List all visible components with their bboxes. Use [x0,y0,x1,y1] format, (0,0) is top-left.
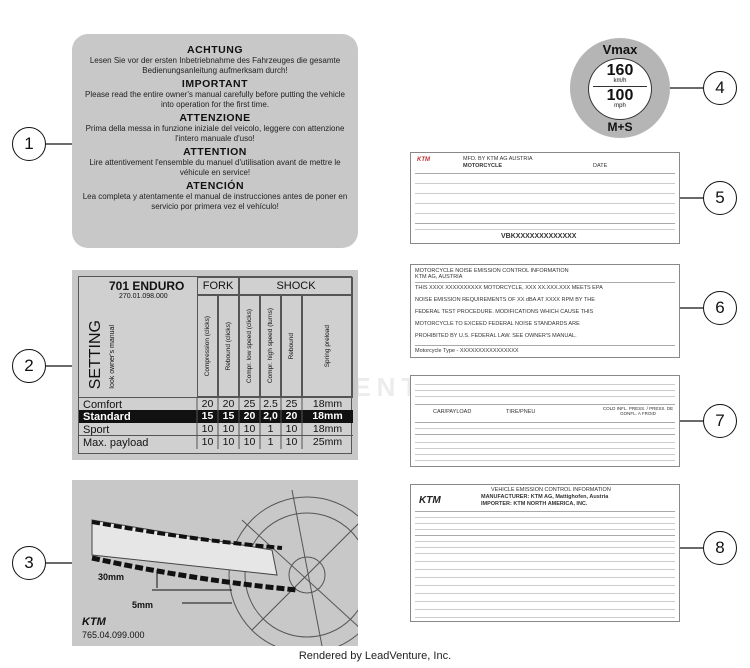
manual-note: look owner's manual [109,325,116,389]
credit-text: Rendered by LeadVenture, Inc. [298,650,452,662]
col-head-2: Rebound (clicks) [218,295,239,397]
ktm-logo: KTM [419,495,441,506]
cell-value: 20 [285,410,298,422]
manufacturer-text: MANUFACTURER: KTM AG, Mattighofen, Austria [481,494,609,500]
noise-title: MOTORCYCLE NOISE EMISSION CONTROL INFORMATION [415,268,569,274]
tire-head-car: CAR/PAYLOAD [433,409,472,415]
heading-en: IMPORTANT [181,78,249,90]
cell-value: 20 [222,398,235,410]
heading-it: ATTENZIONE [179,112,251,124]
cell-value: 18mm [312,423,343,435]
callout-5: 5 [703,181,737,215]
noise-line-3: FEDERAL TEST PROCEDURE. MODIFICATIONS WHICH CAUSE THIS [415,309,594,315]
cell-value: 10 [222,436,235,448]
cell-value: 15 [222,410,235,422]
callout-6: 6 [703,291,737,325]
cell-value: 20 [201,398,214,410]
col-head-1: Compression (clicks) [197,295,218,397]
row-grid [79,397,353,449]
cell-value: 25 [243,398,256,410]
text-it: Prima della messa in funzione iniziale del veicolo, leggere con attenzione l'intero manuale d'uso! [85,124,345,143]
tire-info-label [410,375,680,467]
motorcycle-type: Motorcycle Type - XXXXXXXXXXXXXXXX [415,348,519,354]
dimension-30mm: 30mm [98,572,125,582]
cell-value: 2.5 [263,398,278,410]
text-de: Lesen Sie vor der ersten Inbetriebnahme des Fahrzeuges die gesamte Bedienungsanleitung aufmerksam durch! [89,56,341,75]
noise-line-4: MOTORCYCLE TO EXCEED FEDERAL NOISE STANDARDS ARE [415,321,580,327]
noise-company: KTM AG, AUSTRIA [415,274,463,280]
setting-table [78,276,352,454]
row-label: Standard [83,410,131,423]
cell-value: 15 [201,410,214,422]
callout-8: 8 [703,531,737,565]
cell-value: 20 [243,410,256,422]
col-head-3: Compr. low speed (clicks) [239,295,260,397]
heading-de: ACHTUNG [187,44,243,56]
noise-emission-label [410,264,680,358]
vin-label [410,152,680,244]
unit-mph: mph [614,103,626,109]
unit-kmh: km/h [613,78,627,84]
setting-title-wrap [83,313,109,397]
noise-line-1: THIS XXXX XXXXXXXXXX MOTORCYCLE, XXX XX.XXX.XXX MEETS EPA [415,285,603,291]
cell-value: 25mm [312,436,343,448]
speed-mph: 100 [606,87,634,104]
callout-2: 2 [12,349,46,383]
vin-number: VBKXXXXXXXXXXXXX [501,233,577,240]
shock-header: SHOCK [239,277,353,295]
vmax-text: Vmax [602,42,638,57]
text-fr: Lire attentivement l'ensemble du manuel d'utilisation avant de mettre le véhicule en service! [89,158,341,177]
cell-value: 10 [222,423,235,435]
cell-value: 10 [243,423,256,435]
ms-text: M+S [607,120,633,134]
brand-mark: KTM [417,157,430,163]
chain-tension-label [72,480,358,646]
heading-es: ATENCIÓN [185,180,245,192]
tire-head-tire: TIRE/PNEU [506,409,536,415]
manual-note-wrap [109,317,129,397]
heading-fr: ATTENTION [183,146,247,158]
speed-rating-label [570,38,670,138]
noise-line-5: PROHIBITED BY U.S. FEDERAL LAW. SEE OWNER'S MANUAL. [415,333,577,339]
callout-1: 1 [12,127,46,161]
chain-illustration [72,480,358,646]
cell-value: 2,0 [263,410,278,422]
cell-value: 18mm [312,398,343,410]
cell-value: 18mm [312,410,343,422]
date-label: DATE [593,163,608,169]
col-head-4: Compr. high speed (turns) [260,295,281,397]
callout-3: 3 [12,546,46,580]
row-label: Sport [83,423,110,436]
ktm-logo: KTM [82,616,106,628]
speed-kmh: 160 [606,62,634,79]
part-number: 765.04.099.000 [82,630,145,640]
dimension-5mm: 5mm [132,600,154,610]
text-en: Please read the entire owner's manual carefully before putting the vehicle into operation for the first time. [85,90,345,109]
cell-value: 1 [267,436,274,448]
suspension-setting-label [72,270,358,460]
cell-value: 1 [267,423,274,435]
callout-7: 7 [703,404,737,438]
callout-4: 4 [703,71,737,105]
text-es: Lea completa y atentamente el manual de instrucciones antes de poner en servicio por primera vez el vehículo! [82,192,348,211]
noise-line-2: NOISE EMISSION REQUIREMENTS OF XX dBA AT XXXX RPM BY THE [415,297,595,303]
col-head-5: Rebound [281,295,302,397]
cell-value: 10 [285,436,298,448]
vehicle-emission-label [410,484,680,622]
cell-value: 25 [285,398,298,410]
row-label: Comfort [83,398,123,411]
cell-value: 10 [201,423,214,435]
warning-label [72,34,358,248]
emission-title: VEHICLE EMISSION CONTROL INFORMATION [491,487,611,493]
tire-head-press: COLD INFL. PRESS. / PRESS. DE GONFL. A FROID [602,406,674,416]
cell-value: 10 [285,423,298,435]
cell-value: 10 [243,436,256,448]
importer-text: IMPORTER: KTM NORTH AMERICA, INC. [481,501,588,507]
manufacturer-text: MFD. BY KTM AG AUSTRIA [463,156,533,162]
vehicle-type: MOTORCYCLE [463,163,503,169]
setting-title: SETTING [87,320,104,390]
part-number: 270.01.098.000 [119,293,168,300]
speed-disc [588,58,652,120]
col-head-6: Spring preload [302,295,353,397]
cell-value: 10 [201,436,214,448]
row-label: Max. payload [83,436,149,449]
model-name: 701 ENDURO [109,279,185,293]
fork-header: FORK [197,277,239,295]
